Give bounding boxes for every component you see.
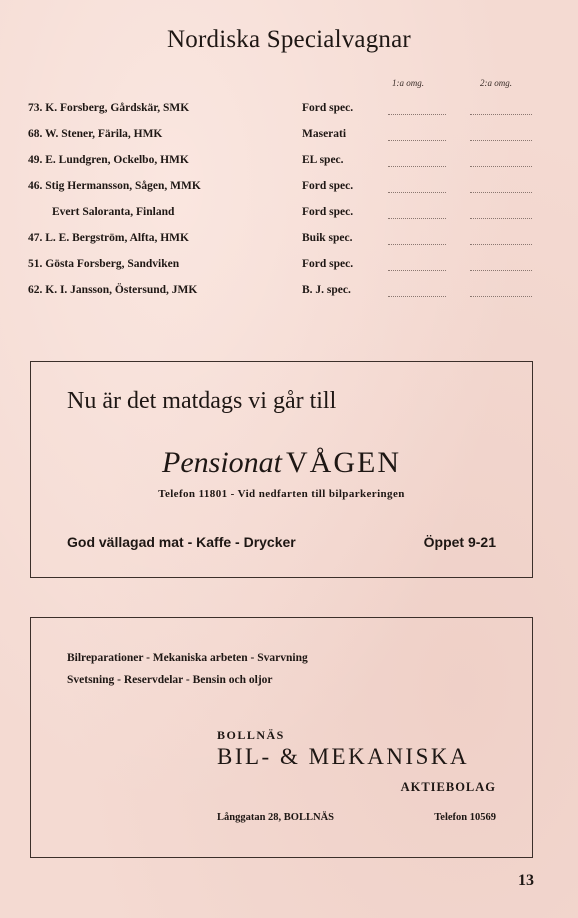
round-1-blank	[388, 296, 446, 297]
entry-car: Ford spec.	[302, 102, 354, 114]
opening-hours: Öppet 9-21	[423, 534, 496, 550]
entry-driver: 49. E. Lundgren, Ockelbo, HMK	[28, 154, 189, 166]
entry-driver: 51. Gösta Forsberg, Sandviken	[28, 258, 180, 270]
entry-row	[0, 226, 578, 252]
page-number: 13	[518, 872, 534, 889]
entry-driver: 68. W. Stener, Färila, HMK	[28, 128, 163, 140]
entry-driver: 47. L. E. Bergström, Alfta, HMK	[28, 232, 189, 244]
round-1-blank	[388, 166, 446, 167]
entry-row	[0, 148, 578, 174]
round-2-blank	[470, 140, 532, 141]
services-line-1: Bilreparationer - Mekaniska arbeten - Svarvning	[67, 652, 308, 664]
entry-row	[0, 278, 578, 304]
entry-driver: 73. K. Forsberg, Gårdskär, SMK	[28, 102, 190, 114]
round-2-blank	[470, 244, 532, 245]
pensionat-name	[31, 446, 532, 480]
company-phone: Telefon 10569	[434, 812, 496, 823]
pensionat-word: Pensionat	[162, 446, 282, 479]
round-2-blank	[470, 296, 532, 297]
ad-headline: Nu är det matdags vi går till	[67, 388, 337, 414]
company-city: BOLLNÄS	[217, 728, 285, 742]
entry-row	[0, 200, 578, 226]
round-2-blank	[470, 166, 532, 167]
company-suffix: AKTIEBOLAG	[400, 780, 496, 794]
entry-car: Maserati	[302, 128, 347, 140]
entry-row	[0, 174, 578, 200]
round-1-blank	[388, 270, 446, 271]
round-1-blank	[388, 218, 446, 219]
round-1-header: 1:a omg.	[392, 78, 424, 88]
services-line-2: Svetsning - Reservdelar - Bensin och oljor	[67, 674, 273, 686]
company-address: Långgatan 28, BOLLNÄS	[217, 812, 334, 823]
entry-car: Buik spec.	[302, 232, 353, 244]
page-title: Nordiska Specialvagnar	[167, 26, 411, 53]
company-name: BIL- & MEKANISKA	[217, 744, 470, 769]
entry-driver: Evert Saloranta, Finland	[52, 206, 175, 218]
entry-car: EL spec.	[302, 154, 344, 166]
entry-driver: 62. K. I. Jansson, Östersund, JMK	[28, 284, 198, 296]
round-1-blank	[388, 192, 446, 193]
round-2-blank	[470, 218, 532, 219]
pensionat-vagen-ad	[30, 361, 533, 578]
round-2-header: 2:a omg.	[480, 78, 512, 88]
entry-car: Ford spec.	[302, 206, 354, 218]
entry-row	[0, 96, 578, 122]
food-offer: God vällagad mat - Kaffe - Drycker	[67, 534, 296, 550]
bil-mekaniska-ad	[30, 617, 533, 858]
entry-car: B. J. spec.	[302, 284, 351, 296]
round-1-blank	[388, 244, 446, 245]
round-1-blank	[388, 140, 446, 141]
round-1-blank	[388, 114, 446, 115]
entry-car: Ford spec.	[302, 258, 354, 270]
entry-row	[0, 122, 578, 148]
entry-car: Ford spec.	[302, 180, 354, 192]
round-2-blank	[470, 192, 532, 193]
entry-row	[0, 252, 578, 278]
round-2-blank	[470, 270, 532, 271]
pensionat-phone-line: Telefon 11801 - Vid nedfarten till bilparkeringen	[158, 488, 405, 500]
round-2-blank	[470, 114, 532, 115]
vagen-word: VÅGEN	[286, 446, 401, 479]
entry-driver: 46. Stig Hermansson, Sågen, MMK	[28, 180, 201, 192]
